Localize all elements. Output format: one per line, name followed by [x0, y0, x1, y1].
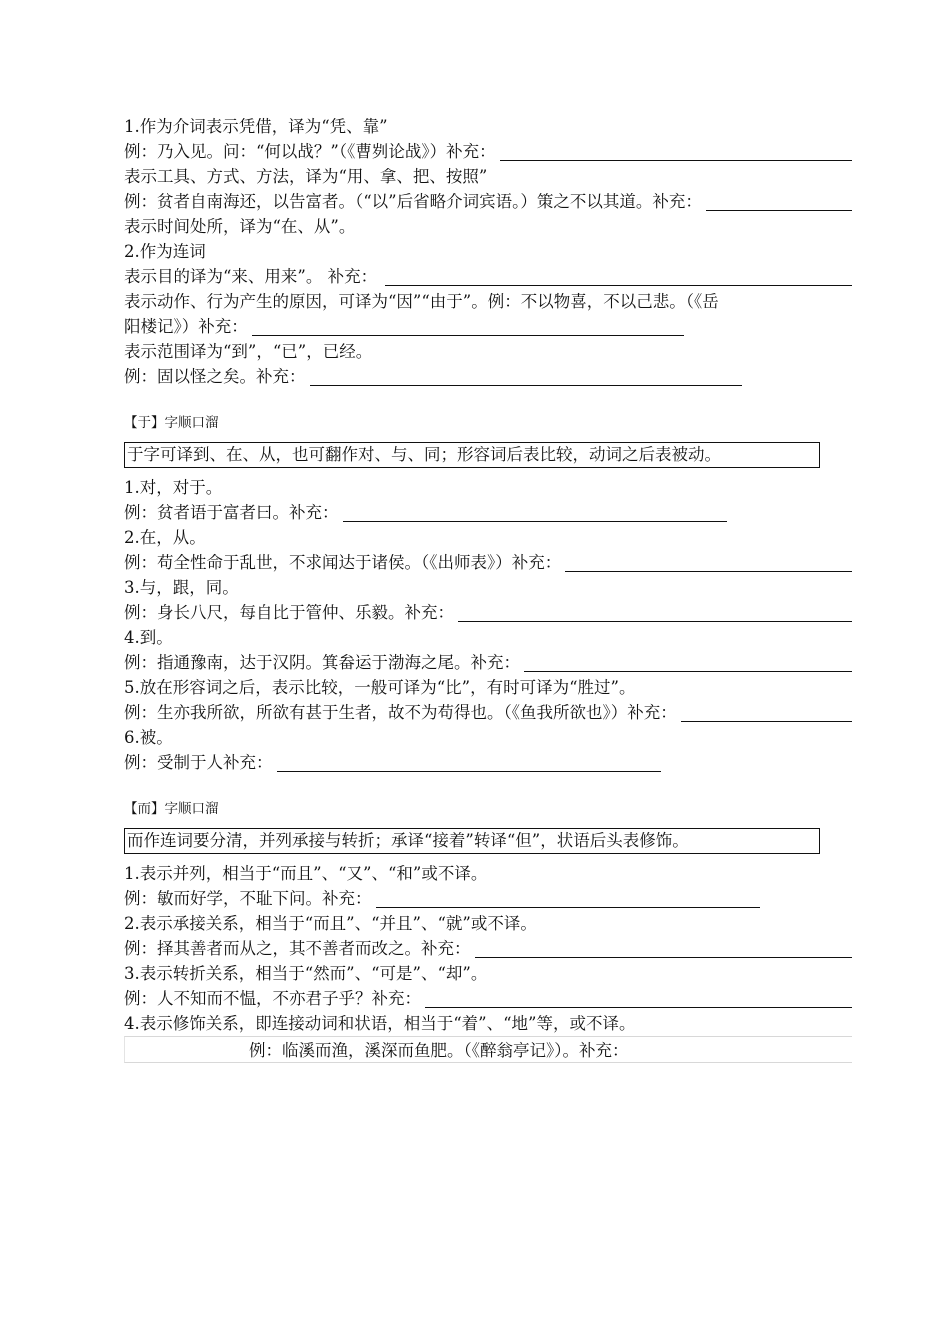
answer-blank[interactable] [277, 770, 661, 772]
text-line: 1.作为介词表示凭借，译为“凭、靠” [124, 117, 388, 136]
text-line: 4.表示修饰关系，即连接动词和状语，相当于“着”、“地”等，或不译。 [124, 1014, 636, 1033]
example-line: 例：乃入见。问：“何以战？”（《曹刿论战》）补充： [124, 138, 852, 163]
answer-blank[interactable] [524, 670, 852, 672]
example-line: 例：敏而好学，不耻下问。补充： [124, 885, 852, 910]
text-line: 1.表示并列，相当于“而且”、“又”、“和”或不译。 [124, 864, 488, 883]
answer-blank[interactable] [706, 209, 852, 211]
text-line: 5.放在形容词之后，表示比较，一般可译为“比”，有时可译为“胜过”。 [124, 678, 636, 697]
answer-blank[interactable] [500, 159, 852, 161]
text-line: 表示时间处所，译为“在、从”。 [124, 217, 356, 236]
example-line: 例：临溪而渔，溪深而鱼肥。（《醉翁亭记》）。补充： [124, 1036, 852, 1063]
text-line: 1.对，对于。 [124, 478, 223, 497]
text-line: 2.作为连词 [124, 242, 206, 261]
example-line: 例：生亦我所欲，所欲有甚于生者，故不为苟得也。（《鱼我所欲也》）补充： [124, 699, 852, 724]
example-line: 例：固以怪之矣。补充： [124, 363, 852, 388]
text-line: 表示动作、行为产生的原因，可译为“因”“由于”。例：不以物喜，不以己悲。（《岳 [124, 292, 719, 311]
rhyme-box: 于字可译到、在、从，也可翻作对、与、同；形容词后表比较，动词之后表被动。 [124, 442, 820, 468]
answer-blank[interactable] [252, 334, 684, 336]
text-line: 4.到。 [124, 628, 173, 647]
text-line: 2.在，从。 [124, 528, 206, 547]
answer-blank[interactable] [376, 906, 760, 908]
answer-blank[interactable] [425, 1006, 852, 1008]
text-line: 表示工具、方式、方法，译为“用、拿、把、按照” [124, 167, 488, 186]
document-content [124, 113, 852, 1063]
example-line: 例：指通豫南，达于汉阴。箕畚运于渤海之尾。补充： [124, 649, 852, 674]
answer-blank[interactable] [565, 570, 852, 572]
section-heading: 【而】字顺口溜 [124, 801, 219, 817]
example-line: 例：人不知而不愠，不亦君子乎？补充： [124, 985, 852, 1010]
example-line: 例：身长八尺，每自比于管仲、乐毅。补充： [124, 599, 852, 624]
example-line: 表示目的译为“来、用来”。 补充： [124, 263, 852, 288]
answer-blank[interactable] [343, 520, 727, 522]
text-line: 3.表示转折关系，相当于“然而”、“可是”、“却”。 [124, 964, 488, 983]
example-line: 例：择其善者而从之，其不善者而改之。补充： [124, 935, 852, 960]
answer-blank[interactable] [475, 956, 853, 958]
text-line: 3.与，跟，同。 [124, 578, 239, 597]
answer-blank[interactable] [681, 720, 852, 722]
example-line: 例：贫者语于富者曰。补充： [124, 499, 852, 524]
rhyme-box: 而作连词要分清，并列承接与转折；承译“接着”转译“但”，状语后头表修饰。 [124, 828, 820, 854]
answer-blank[interactable] [310, 384, 742, 386]
section-heading: 【于】字顺口溜 [124, 415, 219, 431]
example-line: 例：苟全性命于乱世，不求闻达于诸侯。（《出师表》）补充： [124, 549, 852, 574]
text-line: 6.被。 [124, 728, 173, 747]
example-line: 阳楼记》）补充： [124, 313, 852, 338]
text-line: 表示范围译为“到”，“已”，已经。 [124, 342, 373, 361]
example-line: 例：受制于人补充： [124, 749, 852, 774]
text-line: 2.表示承接关系，相当于“而且”、“并且”、“就”或不译。 [124, 914, 537, 933]
answer-blank[interactable] [458, 620, 852, 622]
example-line: 例：贫者自南海还，以告富者。（“以”后省略介词宾语。）策之不以其道。补充： [124, 188, 852, 213]
answer-blank[interactable] [385, 284, 852, 286]
